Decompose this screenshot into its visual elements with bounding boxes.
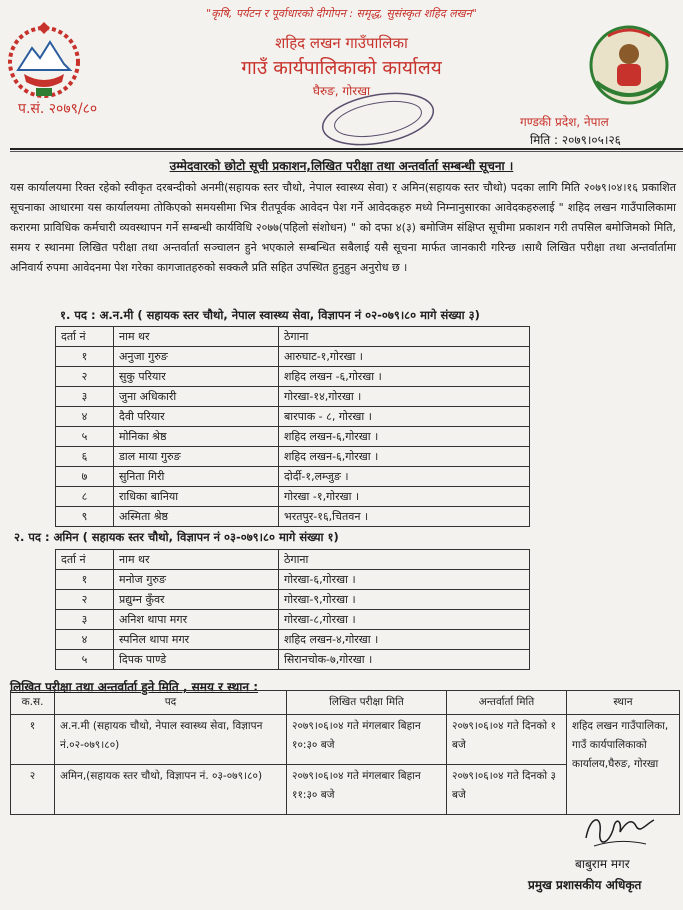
address-cell: सिरानचोक-७,गोरखा । bbox=[279, 650, 530, 670]
table-header-row bbox=[11, 691, 680, 715]
table-row bbox=[56, 570, 530, 590]
address-cell: गोरखा-९,गोरखा । bbox=[279, 590, 530, 610]
divider bbox=[10, 151, 683, 152]
table-row bbox=[56, 367, 530, 387]
section2-title: २. पद : अमिन ( सहायक स्तर चौथो, विज्ञापन नं ०३-०७९।८० मागे संख्या १) bbox=[14, 530, 339, 544]
slogan: "कृषि, पर्यटन र पूर्वाधारको दीगोपन : समृद्ध, सुसंस्कृत शहिद लखन" bbox=[206, 7, 477, 20]
registration-number-cell: ५ bbox=[56, 650, 114, 670]
office-address: घैरुङ, गोरखा bbox=[312, 84, 371, 98]
table-row bbox=[56, 630, 530, 650]
table-row bbox=[56, 407, 530, 427]
serial-cell: १ bbox=[11, 715, 55, 765]
office-title: गाउँ कार्यपालिकाको कार्यालय bbox=[241, 57, 442, 79]
name-cell: अस्मिता श्रेष्ठ bbox=[114, 507, 279, 527]
table-row bbox=[56, 387, 530, 407]
table-row bbox=[56, 447, 530, 467]
candidates-table-amin bbox=[55, 549, 530, 670]
table-row bbox=[56, 467, 530, 487]
column-header: ठेगाना bbox=[279, 550, 530, 570]
name-cell: अनिश थापा मगर bbox=[114, 610, 279, 630]
registration-number-cell: ९ bbox=[56, 507, 114, 527]
province: गण्डकी प्रदेश, नेपाल bbox=[520, 115, 609, 129]
address-cell: शहिद लखन -६,गोरखा । bbox=[279, 367, 530, 387]
name-cell: राधिका बानिया bbox=[114, 487, 279, 507]
table-row bbox=[56, 427, 530, 447]
candidates-table-anmi bbox=[55, 326, 530, 527]
table-header-row bbox=[56, 327, 530, 347]
table-row bbox=[56, 347, 530, 367]
registration-number-cell: २ bbox=[56, 367, 114, 387]
signatory-name: बाबुराम मगर bbox=[575, 857, 630, 871]
serial-cell: २ bbox=[11, 765, 55, 815]
address-cell: शहिद लखन-६,गोरखा । bbox=[279, 447, 530, 467]
column-header: नाम थर bbox=[114, 550, 279, 570]
column-header: ठेगाना bbox=[279, 327, 530, 347]
registration-number-cell: ४ bbox=[56, 630, 114, 650]
column-header: अन्तर्वार्ता मिति bbox=[447, 691, 567, 715]
address-cell: आरुघाट-१,गोरखा । bbox=[279, 347, 530, 367]
notice-heading: उम्मेदवारको छोटो सूची प्रकाशन,लिखित परीक्षा तथा अन्तर्वार्ता सम्बन्धी सूचना । bbox=[169, 159, 514, 173]
table-row bbox=[56, 610, 530, 630]
address-cell: शहिद लखन-६,गोरखा । bbox=[279, 427, 530, 447]
registration-number-cell: १ bbox=[56, 347, 114, 367]
name-cell: अनुजा गुरुङ bbox=[114, 347, 279, 367]
address-cell: गोरखा-१४,गोरखा । bbox=[279, 387, 530, 407]
post-cell: अमिन,(सहायक स्तर चौथो, विज्ञापन नं. ०३-०७९।८०) bbox=[55, 765, 287, 815]
interview-cell: २०७९।०६।०४ गते दिनको १ बजे bbox=[447, 715, 567, 765]
schedule-table bbox=[10, 690, 680, 815]
notice-date: मिति : २०७९।०५।२६ bbox=[530, 133, 621, 147]
written-exam-cell: २०७९।०६।०४ गते मंगलबार बिहान १०:३० बजे bbox=[287, 715, 447, 765]
registration-number-cell: २ bbox=[56, 590, 114, 610]
column-header: पद bbox=[55, 691, 287, 715]
column-header: नाम थर bbox=[114, 327, 279, 347]
registration-number-cell: ७ bbox=[56, 467, 114, 487]
registration-number-cell: ३ bbox=[56, 387, 114, 407]
registration-number-cell: ५ bbox=[56, 427, 114, 447]
address-cell: भरतपुर-१६,चितवन । bbox=[279, 507, 530, 527]
column-header: दर्ता नं bbox=[56, 550, 114, 570]
column-header: दर्ता नं bbox=[56, 327, 114, 347]
table-row bbox=[11, 715, 680, 765]
name-cell: सुनिता गिरी bbox=[114, 467, 279, 487]
interview-cell: २०७९।०६।०४ गते दिनको ३ बजे bbox=[447, 765, 567, 815]
signature-icon bbox=[580, 808, 660, 854]
name-cell: दैवी परियार bbox=[114, 407, 279, 427]
address-cell: गोरखा-८,गोरखा । bbox=[279, 610, 530, 630]
column-header: स्थान bbox=[567, 691, 680, 715]
registration-number-cell: ३ bbox=[56, 610, 114, 630]
table-row bbox=[56, 507, 530, 527]
office-stamp-icon bbox=[318, 92, 438, 146]
name-cell: स्पनिल थापा मगर bbox=[114, 630, 279, 650]
table-row bbox=[56, 650, 530, 670]
name-cell: डाल माया गुरुङ bbox=[114, 447, 279, 467]
address-cell: गोरखा-६,गोरखा । bbox=[279, 570, 530, 590]
address-cell: शहिद लखन-४,गोरखा । bbox=[279, 630, 530, 650]
schedule-title: लिखित परीक्षा तथा अन्तर्वार्ता हुने मिति , समय र स्थान : bbox=[10, 680, 259, 694]
reference-number: प.सं. २०७९/८० bbox=[18, 101, 98, 117]
table-header-row bbox=[56, 550, 530, 570]
column-header: क.स. bbox=[11, 691, 55, 715]
table-row bbox=[56, 487, 530, 507]
column-header: लिखित परीक्षा मिति bbox=[287, 691, 447, 715]
address-cell: दोर्दी-१,लम्जुङ । bbox=[279, 467, 530, 487]
signatory-title: प्रमुख प्रशासकीय अधिकृत bbox=[528, 878, 642, 892]
post-cell: अ.न.मी (सहायक चौथो, नेपाल स्वास्थ्य सेवा, विज्ञापन नं.०२-०७९।८०) bbox=[55, 715, 287, 765]
address-cell: बारपाक - ८, गोरखा । bbox=[279, 407, 530, 427]
registration-number-cell: १ bbox=[56, 570, 114, 590]
name-cell: दिपक पाण्डे bbox=[114, 650, 279, 670]
registration-number-cell: ४ bbox=[56, 407, 114, 427]
name-cell: प्रद्युम्न कुँवर bbox=[114, 590, 279, 610]
divider bbox=[10, 148, 683, 150]
address-cell: गोरखा -१,गोरखा । bbox=[279, 487, 530, 507]
office-name: शहिद लखन गाउँपालिका bbox=[275, 34, 408, 52]
name-cell: मनोज गुरुङ bbox=[114, 570, 279, 590]
registration-number-cell: ६ bbox=[56, 447, 114, 467]
table-row bbox=[56, 590, 530, 610]
notice-body: यस कार्यालयमा रिक्त रहेको स्वीकृत दरबन्दीको अनमी(सहायक स्तर चौथो, नेपाल स्वास्थ्य सेवा) र अमिन(सहायक स्तर चौथो) पदका लागि मिति २०७९।०४।१६ प्रकाशित सूचनाका आधारमा यस कार्यालयमा तोकिएको समयसीमा भित्र रीतपूर्वक आवेदन पेश गर्ने आवेदकहरु मध्ये निम्नानुसारका आवेदकहरुलाई " शहिद लखन गाउँपालिकामा करारमा प्राविधिक कर्मचारी व्यवस्थापन गर्ने सम्बन्धी कार्यविधि २०७७(पहिलो संशोधन) " को दफा ४(३) बमोजिम संक्षिप्त सूचीमा प्रकाशन गरी तपसिल बमोजिमको मिति, समय र स्थानमा लिखित परीक्षा तथा अन्तर्वार्ता सञ्चालन हुने भएकाले सम्बन्धित सबैलाई यसै सूचना मार्फत जानकारी गरिन्छ ।साथै लिखित परीक्षा तथा अन्तर्वार्तामा अनिवार्य रुपमा आवेदनमा पेश गरेका कागजातहरुको सक्कलै प्रति सहित उपस्थित हुनुहुन अनुरोध छ । bbox=[10, 181, 676, 274]
section1-title: १. पद : अ.न.मी ( सहायक स्तर चौथो, नेपाल स्वास्थ्य सेवा, विज्ञापन नं ०२-०७९।८० मागे संख्या ३) bbox=[60, 308, 480, 322]
name-cell: सुकु परियार bbox=[114, 367, 279, 387]
registration-number-cell: ८ bbox=[56, 487, 114, 507]
name-cell: मोनिका श्रेष्ठ bbox=[114, 427, 279, 447]
written-exam-cell: २०७९।०६।०४ गते मंगलबार बिहान ११:३० बजे bbox=[287, 765, 447, 815]
name-cell: जुना अधिकारी bbox=[114, 387, 279, 407]
venue-cell: शहिद लखन गाउँपालिका, गाउँ कार्यपालिकाको कार्यालय,घैरुङ, गोरखा bbox=[567, 715, 680, 815]
